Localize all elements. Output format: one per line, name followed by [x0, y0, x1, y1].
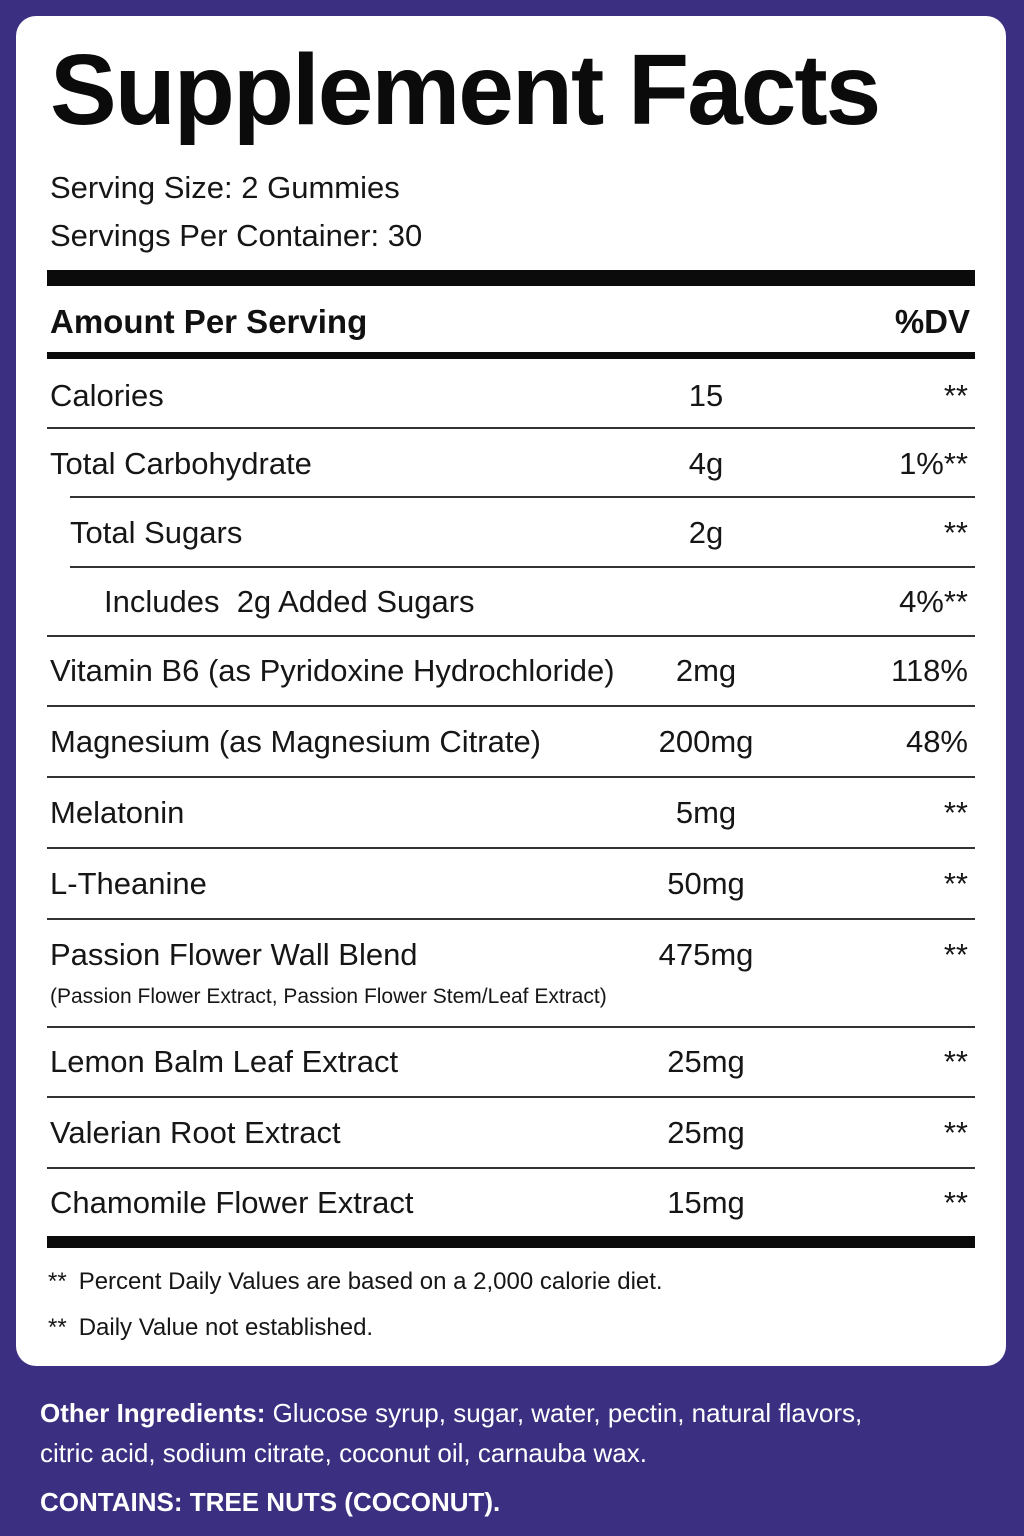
nutrient-amount: 200mg [658, 724, 754, 759]
row-divider [70, 496, 975, 498]
nutrient-dv: 1%** [899, 446, 968, 481]
nutrient-amount: 5mg [675, 795, 737, 830]
amount-per-serving-label: Amount Per Serving [50, 303, 368, 340]
row-divider [47, 1026, 975, 1028]
nutrient-name: Total Carbohydrate [50, 446, 312, 481]
thick-divider-bottom [47, 1236, 975, 1248]
row-divider [47, 427, 975, 429]
nutrient-amount: 4g [688, 446, 724, 481]
page-title: Supplement Facts [50, 34, 880, 146]
nutrient-name: Lemon Balm Leaf Extract [50, 1044, 399, 1079]
nutrient-dv: ** [943, 1115, 968, 1150]
footnote-text: Daily Value not established. [78, 1314, 374, 1341]
footnote-mark: ** [48, 1314, 67, 1341]
row-divider [47, 847, 975, 849]
serving-size: Serving Size: 2 Gummies [50, 170, 400, 205]
nutrient-dv: ** [943, 515, 968, 550]
footnote-text: Percent Daily Values are based on a 2,000 calorie diet. [78, 1268, 663, 1295]
nutrient-amount: 15mg [667, 1185, 745, 1220]
nutrient-dv: ** [943, 1185, 968, 1220]
nutrient-amount: 2mg [675, 653, 737, 688]
nutrient-dv: 118% [891, 653, 968, 688]
other-ingredients-label: Other Ingredients: [40, 1398, 266, 1428]
row-divider [47, 776, 975, 778]
nutrient-dv: 4%** [899, 584, 968, 619]
other-ingredients [40, 1393, 980, 1473]
nutrient-name: Calories [50, 378, 164, 413]
nutrient-name: Total Sugars [70, 515, 243, 550]
nutrient-name: L-Theanine [50, 866, 207, 901]
nutrient-dv: ** [943, 1044, 968, 1079]
nutrient-dv: ** [943, 795, 968, 830]
nutrient-amount: 475mg [658, 937, 754, 972]
other-ingredients-line-2: citric acid, sodium citrate, coconut oil, carnauba wax. [40, 1438, 647, 1468]
nutrient-name: Passion Flower Wall Blend [50, 937, 418, 972]
nutrient-dv: ** [943, 866, 968, 901]
other-ingredients-line-1: Glucose syrup, sugar, water, pectin, natural flavors, [265, 1398, 863, 1428]
nutrient-name: Magnesium (as Magnesium Citrate) [50, 724, 542, 759]
nutrient-amount: 25mg [667, 1115, 745, 1150]
blend-ingredients: (Passion Flower Extract, Passion Flower Stem/Leaf Extract) [50, 985, 607, 1008]
row-divider [47, 705, 975, 707]
footnote-daily-values [48, 1266, 663, 1298]
table-row [48, 935, 974, 1015]
servings-per-container: Servings Per Container: 30 [50, 218, 423, 253]
row-divider [70, 566, 975, 568]
nutrient-name: Melatonin [50, 795, 185, 830]
dv-label: %DV [894, 303, 970, 340]
row-divider [47, 1096, 975, 1098]
nutrient-amount: 25mg [667, 1044, 745, 1079]
row-divider [47, 918, 975, 920]
nutrient-amount: 50mg [667, 866, 745, 901]
nutrient-name: Chamomile Flower Extract [50, 1185, 414, 1220]
nutrient-amount: 2g [688, 515, 724, 550]
nutrient-dv: ** [943, 378, 968, 413]
nutrient-name: Includes 2g Added Sugars [104, 584, 475, 619]
allergen-statement: CONTAINS: TREE NUTS (COCONUT). [40, 1487, 501, 1517]
nutrient-name: Vitamin B6 (as Pyridoxine Hydrochloride) [50, 653, 615, 688]
row-divider [47, 1167, 975, 1169]
row-divider [47, 635, 975, 637]
footnote-mark: ** [48, 1268, 67, 1295]
footnote-not-established [48, 1312, 373, 1344]
nutrient-dv: ** [943, 937, 968, 972]
nutrient-name: Valerian Root Extract [50, 1115, 341, 1150]
nutrient-amount: 15 [688, 378, 724, 413]
nutrient-dv: 48% [905, 724, 968, 759]
